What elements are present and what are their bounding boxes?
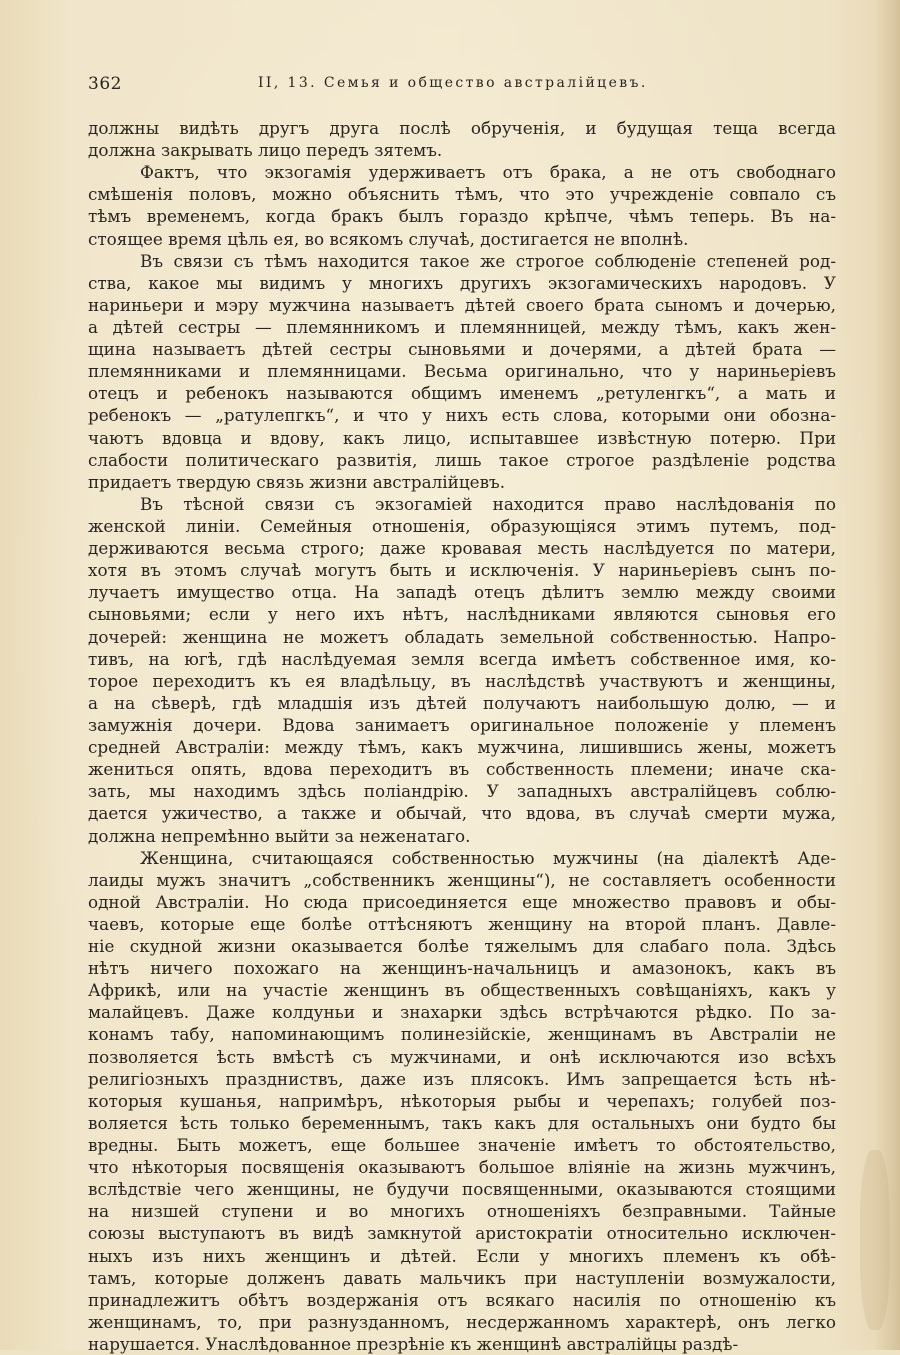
text-line: женщинамъ, то, при разнузданномъ, несдержанномъ характерѣ, онъ легко: [88, 1311, 836, 1332]
text-line: ребенокъ — „ратулепгкъ“, и что у нихъ есть слова, которыми они обозна-: [88, 405, 836, 426]
text-line: ства, какое мы видимъ у многихъ другихъ экзогамическихъ народовъ. У: [88, 272, 836, 293]
chapter-header: II, 13. Семья и общество австралійцевъ.: [258, 75, 648, 91]
text-line: лаиды мужъ значитъ „собственникъ женщины“), не составляетъ особенности: [88, 869, 836, 890]
text-line: Фактъ, что экзогамія удерживаетъ отъ брака, а не отъ свободнаго: [140, 162, 836, 183]
text-line: держиваются весьма строго; даже кровавая месть наслѣдуется по матери,: [88, 538, 836, 559]
text-line: на низшей ступени и во многихъ отношеніяхъ безправными. Тайные: [88, 1201, 836, 1222]
text-line: щина называетъ дѣтей сестры сыновьями и дочерями, а дѣтей брата —: [88, 339, 836, 360]
text-line: Африкѣ, или на участіе женщинъ въ общественныхъ совѣщаніяхъ, какъ у: [88, 980, 836, 1001]
text-line: стоящее время цѣль ея, во всякомъ случаѣ, достигается не вполнѣ.: [88, 228, 689, 249]
page-number: 362: [88, 74, 122, 94]
text-line: зать, мы находимъ здѣсь поліандрію. У западныхъ австралійцевъ соблю-: [88, 781, 836, 802]
text-line: принадлежитъ обѣтъ воздержанія отъ всякаго насилія по отношенію къ: [88, 1289, 836, 1310]
text-line: тѣмъ временемъ, когда бракъ былъ гораздо крѣпче, чѣмъ теперь. Въ на-: [88, 206, 836, 227]
text-line: чаевъ, которые еще болѣе оттѣсняютъ женщину на второй планъ. Давле-: [88, 913, 836, 934]
text-line: племянниками и племянницами. Весьма оригинально, что у нариньеріевъ: [88, 361, 836, 382]
text-line: нѣтъ ничего похожаго на женщинъ-начальницъ и амазонокъ, какъ въ: [88, 958, 836, 979]
text-line: жениться опять, вдова переходитъ въ собственность племени; иначе ска-: [88, 759, 836, 780]
text-line: тамъ, которые долженъ давать мальчикъ при наступленіи возмужалости,: [88, 1267, 836, 1288]
text-line: конамъ табу, напоминающимъ полинезійскіе, женщинамъ въ Австраліи не: [88, 1024, 836, 1045]
text-line: нарушается. Унаслѣдованное презрѣніе къ женщинѣ австралійцы раздѣ-: [88, 1334, 739, 1355]
text-line: а дѣтей сестры — племянникомъ и племянницей, между тѣмъ, какъ жен-: [88, 316, 836, 337]
text-line: должна закрывать лицо передъ зятемъ.: [88, 140, 443, 161]
text-line: одной Австраліи. Но сюда присоединяется еще множество правовъ и обы-: [88, 891, 836, 912]
text-line: дается ужичество, а также и обычай, что вдова, въ случаѣ смерти мужа,: [88, 803, 836, 824]
text-line: женской линіи. Семейныя отношенія, образующіяся этимъ путемъ, под-: [88, 515, 836, 536]
text-line: отецъ и ребенокъ называются общимъ именемъ „ретуленгкъ“, а мать и: [88, 383, 836, 404]
text-line: хотя въ этомъ случаѣ могутъ быть и исключенія. У нариньеріевъ сынъ по-: [88, 560, 836, 581]
text-line: должны видѣть другъ друга послѣ обрученія, и будущая теща всегда: [88, 118, 836, 138]
text-line: придаетъ твердую связь жизни австралійцевъ.: [88, 471, 506, 492]
text-line: лучаетъ имущество отца. На западѣ отецъ дѣлитъ землю между своими: [88, 582, 836, 603]
text-line: Женщина, считающаяся собственностью мужчины (на діалектѣ Аде-: [140, 847, 836, 868]
text-line: дочерей: женщина не можетъ обладать земельной собственностью. Напро-: [88, 626, 836, 647]
text-line: которыя кушанья, напримѣръ, нѣкоторыя рыбы и черепахъ; голубей поз-: [88, 1090, 836, 1111]
text-line: Въ связи съ тѣмъ находится такое же строгое соблюденіе степеней род-: [140, 250, 836, 271]
text-line: сыновьями; если у него ихъ нѣтъ, наслѣдниками являются сыновья его: [88, 604, 836, 625]
running-head: [88, 74, 836, 98]
text-line: тивъ, на югѣ, гдѣ наслѣдуемая земля всегда имѣетъ собственное имя, ко-: [88, 648, 836, 669]
text-line: смѣшенія половъ, можно объяснить тѣмъ, что это учрежденіе совпало съ: [88, 184, 836, 205]
text-line: что нѣкоторыя посвященія оказываютъ большое вліяніе на жизнь мужчинъ,: [88, 1157, 836, 1178]
text-line: вслѣдствіе чего женщины, не будучи посвященными, оказываются стоящими: [88, 1179, 836, 1200]
text-line: религіозныхъ праздниствъ, даже изъ плясокъ. Имъ запрещается ѣсть нѣ-: [88, 1068, 836, 1089]
text-line: нариньери и мэру мужчина называетъ дѣтей своего брата сыномъ и дочерью,: [88, 294, 836, 315]
text-line: малайцевъ. Даже колдуньи и знахарки здѣсь встрѣчаются рѣдко. По за-: [88, 1002, 836, 1023]
text-line: торое переходитъ къ ея владѣльцу, въ наслѣдствѣ участвуютъ и женщины,: [88, 670, 836, 691]
text-line: должна непремѣнно выйти за неженатаго.: [88, 825, 471, 846]
text-line: ныхъ изъ нихъ женщинъ и дѣтей. Если у многихъ племенъ къ обѣ-: [88, 1245, 836, 1266]
text-line: Въ тѣсной связи съ экзогаміей находится право наслѣдованія по: [140, 493, 836, 514]
body-text: [88, 117, 836, 1355]
text-line: чаютъ вдовца и вдову, какъ лицо, испытавшее извѣстную потерю. При: [88, 427, 836, 448]
text-line: позволяется ѣсть вмѣстѣ съ мужчинами, и онѣ исключаются изо всѣхъ: [88, 1046, 836, 1067]
text-line: ніе скудной жизни оказывается болѣе тяжелымъ для слабаго пола. Здѣсь: [88, 936, 836, 957]
text-line: слабости политическаго развитія, лишь такое строгое раздѣленіе родства: [88, 449, 836, 470]
page-stain: [860, 1150, 890, 1330]
text-line: союзы выступаютъ въ видѣ замкнутой аристократіи относительно исключен-: [88, 1223, 836, 1244]
text-line: средней Австраліи: между тѣмъ, какъ мужчина, лишившись жены, можетъ: [88, 737, 836, 758]
text-line: а на сѣверѣ, гдѣ младшія изъ дѣтей получаютъ наибольшую долю, — и: [88, 692, 836, 713]
text-line: воляется ѣсть только беременнымъ, такъ какъ для остальныхъ они будто бы: [88, 1112, 836, 1133]
text-line: замужнія дочери. Вдова занимаетъ оригинальное положеніе у племенъ: [88, 714, 836, 735]
text-line: вредны. Быть можетъ, еще большее значеніе имѣетъ то обстоятельство,: [88, 1135, 836, 1156]
